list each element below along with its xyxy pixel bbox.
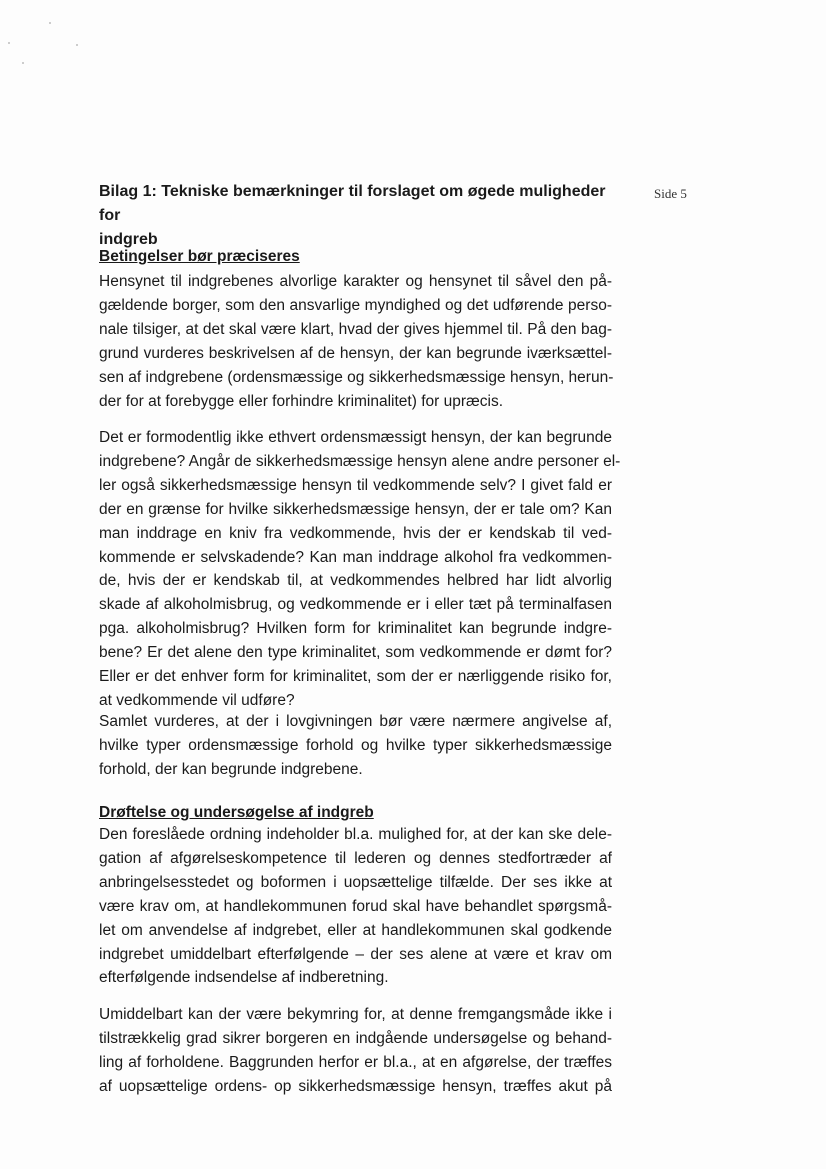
text-line: Den foreslåede ordning indeholder bl.a. mulighed for, at der kan ske dele- (99, 826, 612, 843)
text-line: der en grænse for hvilke sikkerhedsmæssige hensyn, der er tale om? Kan (99, 500, 612, 518)
page-number: Side 5 (654, 186, 687, 201)
text-line: ler også sikkerhedsmæssige hensyn til vedkommende selv? I givet fald er (99, 476, 612, 494)
section-heading-droeftelse: Drøftelse og undersøgelse af indgreb (99, 804, 374, 821)
text-line: let om anvendelse af indgrebet, eller at handlekommunen skal godkende (99, 921, 612, 939)
text-line: hvilke typer ordensmæssige forhold og hvilke typer sikkerhedsmæssige (99, 736, 612, 754)
scan-speck (76, 44, 78, 46)
text-line: skade af alkoholmisbrug, og vedkommende er i eller tæt på terminalfasen (99, 596, 612, 614)
text-line: nale tilsiger, at det skal være klart, hvad der gives hjemmel til. På den bag- (99, 320, 612, 338)
text-line: der for at forebygge eller forhindre kriminalitet) for upræcis. (99, 392, 504, 410)
text-line: forhold, der kan begrunde indgrebene. (99, 760, 363, 778)
text-line: pga. alkoholmisbrug? Hvilken form for kriminalitet kan begrunde indgre- (99, 620, 612, 638)
scan-speck (22, 62, 24, 64)
text-line: være krav om, at handlekommunen forud skal have behandlet spørgsmå- (99, 897, 612, 915)
text-line: Hensynet til indgrebenes alvorlige karakter og hensynet til såvel den på- (99, 273, 612, 290)
paragraph (99, 710, 612, 782)
text-line: Samlet vurderes, at der i lovgivningen bør være nærmere angivelse af, (99, 713, 612, 730)
scan-speck (49, 22, 51, 24)
text-line: indgrebet umiddelbart efterfølgende – der ses alene at være et krav om (99, 945, 612, 963)
text-line: bene? Er det alene den type kriminalitet, som vedkommende er dømt for? (99, 644, 612, 662)
text-line: at vedkommende vil udføre? (99, 691, 295, 709)
title-line: Bilag 1: Tekniske bemærkninger til forslaget om øgede muligheder for (99, 183, 606, 224)
paragraph (99, 270, 612, 413)
text-line: gældende borger, som den ansvarlige myndighed og det udførende perso- (99, 296, 612, 314)
text-line: sen af indgrebene (ordensmæssige og sikkerhedsmæssige hensyn, herun- (99, 368, 614, 386)
text-line: efterfølgende indsendelse af indberetning. (99, 969, 389, 987)
text-line: grund vurderes beskrivelsen af de hensyn, der kan begrunde iværksættel- (99, 344, 612, 362)
text-line: anbringelsesstedet og boformen i uopsættelige tilfælde. Der ses ikke at (99, 873, 612, 891)
text-line: gation af afgørelseskompetence til lederen og dennes stedfortræder af (99, 849, 612, 867)
text-line: Eller er det enhver form for kriminalitet, som der er nærliggende risiko for, (99, 668, 612, 686)
paragraph (99, 1003, 612, 1099)
paragraph (99, 426, 621, 713)
text-line: Det er formodentlig ikke ethvert ordensmæssigt hensyn, der kan begrunde (99, 429, 612, 446)
document-title (99, 180, 619, 252)
scan-speck (8, 42, 10, 44)
text-line: de, hvis der er kendskab til, at vedkommendes helbred har lidt alvorlig (99, 572, 612, 590)
text-line: tilstrækkelig grad sikrer borgeren en indgående undersøgelse og behand- (99, 1029, 612, 1047)
text-line: indgrebene? Angår de sikkerhedsmæssige hensyn alene andre personer el- (99, 452, 621, 470)
text-line: af uopsættelige ordens- op sikkerhedsmæssige hensyn, træffes akut på (99, 1077, 612, 1095)
section-heading-betingelser: Betingelser bør præciseres (99, 248, 300, 265)
text-line: ling af forholdene. Baggrunden herfor er bl.a., at en afgørelse, der træffes (99, 1053, 612, 1071)
title-line: indgreb (99, 231, 158, 248)
text-line: kommende er selvskadende? Kan man inddrage alkohol fra vedkommen- (99, 548, 612, 566)
text-line: man inddrage en kniv fra vedkommende, hvis der er kendskab til ved- (99, 524, 612, 542)
paragraph (99, 823, 612, 990)
text-line: Umiddelbart kan der være bekymring for, at denne fremgangsmåde ikke i (99, 1006, 612, 1023)
